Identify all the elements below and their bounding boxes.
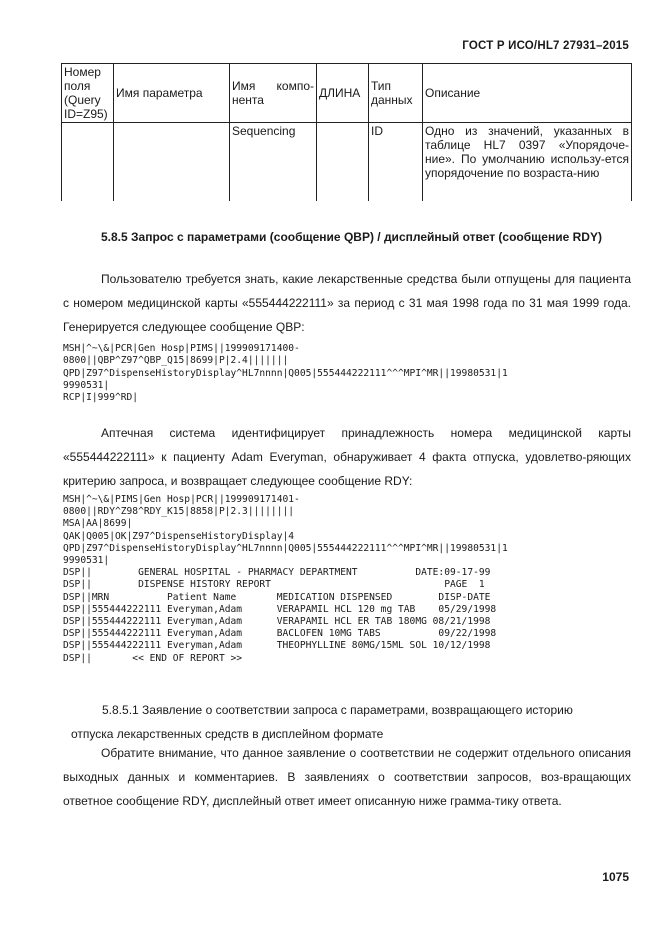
col-component-part1: Имя: [232, 79, 256, 93]
cell-component: Sequencing: [230, 123, 317, 202]
code-qbp-message: MSH|^~\&|PCR|Gen Hosp|PIMS||199909171400- 0800||QBP^Z97^QBP_Q15|8699|P|2.4||||||| QPD|Z97^DispenseHistoryDisplay^HL7nnnn|Q005|555444222111^^^MPI^MR||19980531|1 9990531| RCP|I|999^RD|: [63, 343, 508, 404]
parameter-table: [61, 63, 632, 201]
table-header-row: [62, 64, 632, 123]
subsection-heading-line1: 5.8.5.1 Заявление о соответствии запроса с параметрами, возвращающего историю: [102, 703, 573, 717]
paragraph-text: Обратите внимание, что данное заявление о соответствии не содержит отдельного описания выходных данных и комментариев. В заявлениях о соответствии запросов, воз-вращающих ответное сообщение RDY, дисплейный ответ имеет описанную ниже грамма-тику ответа.: [63, 746, 631, 808]
cell-length: [317, 123, 369, 202]
page-number: 1075: [602, 870, 629, 884]
col-parameter-name: Имя параметра: [114, 64, 230, 123]
subsection-heading: [71, 698, 631, 746]
paragraph-qbp-intro: [63, 267, 631, 339]
col-description: Описание: [423, 64, 632, 123]
paragraph-conformance-note: [63, 741, 631, 813]
cell-data-type: ID: [369, 123, 423, 202]
section-heading: 5.8.5 Запрос с параметрами (сообщение QBP) / дисплейный ответ (сообщение RDY): [101, 230, 602, 244]
subsection-heading-line2: отпуска лекарственных средств в дисплейном формате: [71, 727, 384, 741]
col-data-type: Тип данных: [369, 64, 423, 123]
cell-description: Одно из значений, указанных в таблице HL7 0397 «Упорядоче-ние». По умолчанию использу-ется упорядочение по возраста-нию: [423, 123, 632, 202]
col-component-part3: нента: [232, 93, 264, 107]
table-row: [62, 123, 632, 202]
col-component: [230, 64, 317, 123]
col-component-part2: компо-: [276, 79, 314, 93]
paragraph-text: Аптечная система идентифицирует принадлежность номера медицинской карты «555444222111» к пациенту Adam Everyman, обнаруживает 4 факта отпуска, удовлетво-ряющих критерию запроса, и возвращает следующее сообщение RDY:: [63, 426, 631, 488]
code-rdy-message: MSH|^~\&|PIMS|Gen Hosp|PCR||199909171401- 0800||RDY^Z98^RDY_K15|8858|P|2.3|||||||| MSA|AA|8699| QAK|Q005|OK|Z97^DispenseHistoryDisplay|4 QPD|Z97^DispenseHistoryDisplay^HL7nnnn|Q005|555444222111^^^MPI^MR||19980531|1 9990531| DSP|| GENERAL HOSPITAL - PHARMACY DEPARTMENT DATE:09-17-99 DSP|| DISPENSE HISTORY REPORT PAGE 1 DSP||MRN Patient Name MEDICATION DISPENSED DISP-DATE DSP||555444222111 Everyman,Adam VERAPAMIL HCL 120 mg TAB 05/29/1998 DSP||555444222111 Everyman,Adam VERAPAMIL HCL ER TAB 180MG 08/21/1998 DSP||555444222111 Everyman,Adam BACLOFEN 10MG TABS 09/22/1998 DSP||555444222111 Everyman,Adam THEOPHYLLINE 80MG/15ML SOL 10/12/1998 DSP|| << END OF REPORT >>: [63, 494, 508, 664]
col-length: ДЛИНА: [317, 64, 369, 123]
paragraph-text: Пользователю требуется знать, какие лекарственные средства были отпущены для пациента с номером медицинской карты «555444222111» за период с 31 мая 1998 года по 31 мая 1999 года. Генерируется следующее сообщение QBP:: [63, 272, 631, 334]
cell-field-number: [62, 123, 114, 202]
document-header: ГОСТ Р ИСО/HL7 27931–2015: [462, 40, 629, 52]
paragraph-rdy-intro: [63, 421, 631, 493]
cell-parameter-name: [114, 123, 230, 202]
col-field-number: Номер поля (Query ID=Z95): [62, 64, 114, 123]
